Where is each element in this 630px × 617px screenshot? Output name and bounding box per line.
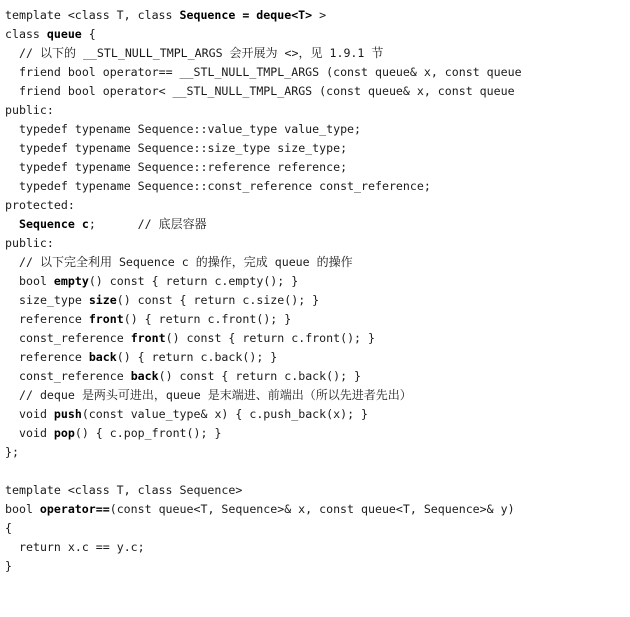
code-text: () { c.pop_front(); } <box>74 426 222 440</box>
code-text: }; <box>5 445 19 459</box>
code-line <box>5 63 627 82</box>
code-keyword: back <box>130 369 159 383</box>
code-line <box>5 500 627 519</box>
code-text: bool <box>5 502 40 516</box>
code-text: > <box>312 8 327 22</box>
code-line <box>5 538 627 557</box>
code-comment-cjk: 节 <box>371 46 384 60</box>
code-line <box>5 25 627 44</box>
code-text: __STL_NULL_TMPL_ARGS <box>75 46 230 60</box>
code-text: typedef typename Sequence::size_type size_type; <box>19 141 348 155</box>
code-comment-cjk: 会开展为 <box>229 46 278 60</box>
code-text: typedef typename Sequence::const_reference const_reference; <box>19 179 431 193</box>
code-line <box>5 272 627 291</box>
code-line <box>5 310 627 329</box>
code-text: queue <box>267 255 317 269</box>
code-text: protected: <box>5 198 75 212</box>
code-text: return x.c == y.c; <box>19 540 145 554</box>
code-line <box>5 234 627 253</box>
code-line <box>5 139 627 158</box>
code-line <box>5 329 627 348</box>
code-keyword: back <box>88 350 117 364</box>
code-text: // <box>19 255 40 269</box>
code-keyword: pop <box>53 426 75 440</box>
code-text: const_reference <box>19 369 131 383</box>
code-keyword: operator== <box>39 502 110 516</box>
code-text: typedef typename Sequence::value_type value_type; <box>19 122 362 136</box>
code-text: friend bool operator== __STL_NULL_TMPL_ARGS (const queue& x, const queue <box>19 65 522 79</box>
code-text: () const { return c.size(); } <box>116 293 320 307</box>
code-text: void <box>19 426 54 440</box>
code-comment-cjk: 是末端进、前端出（所以先进者先出） <box>207 388 412 402</box>
code-text: () { return c.back(); } <box>116 350 278 364</box>
code-text: // deque <box>19 388 82 402</box>
code-text: typedef typename Sequence::reference reference; <box>19 160 348 174</box>
code-line <box>5 253 627 272</box>
code-line <box>5 44 627 63</box>
code-text: () const { return c.back(); } <box>158 369 362 383</box>
code-line <box>5 291 627 310</box>
code-text: queue <box>165 388 208 402</box>
code-text: () const { return c.front(); } <box>165 331 375 345</box>
code-line <box>5 462 627 481</box>
code-keyword: Sequence = deque<T> <box>179 8 313 22</box>
code-line <box>5 424 627 443</box>
code-line <box>5 101 627 120</box>
code-text: class <box>5 27 47 41</box>
code-text: // <box>19 46 40 60</box>
code-keyword: front <box>130 331 166 345</box>
code-text: size_type <box>19 293 89 307</box>
code-comment-cjk: 的操作 <box>316 255 353 269</box>
code-text: reference <box>19 312 89 326</box>
code-text: <> <box>277 46 299 60</box>
code-line <box>5 348 627 367</box>
code-comment-cjk: 底层容器 <box>158 217 207 231</box>
code-line <box>5 215 627 234</box>
code-text: template <class T, class <box>5 8 180 22</box>
code-comment-cjk: 以下的 <box>39 46 76 60</box>
code-text: { <box>5 521 12 535</box>
code-text: () { return c.front(); } <box>123 312 292 326</box>
code-text: public: <box>5 103 54 117</box>
code-text: (const queue<T, Sequence>& x, const queue<T, Sequence>& y) <box>109 502 515 516</box>
code-line <box>5 120 627 139</box>
code-text: public: <box>5 236 54 250</box>
code-keyword: front <box>88 312 124 326</box>
code-text: { <box>81 27 96 41</box>
code-comment-cjk: 的操作，完成 <box>195 255 268 269</box>
code-text: ; // <box>88 217 159 231</box>
code-text: 1.9.1 <box>322 46 372 60</box>
code-line <box>5 557 627 576</box>
code-text: reference <box>19 350 89 364</box>
code-comment-cjk: 是两头可进出， <box>81 388 166 402</box>
code-text: template <class T, class Sequence> <box>5 483 243 497</box>
code-line <box>5 6 627 25</box>
code-comment-cjk: ，见 <box>298 46 323 60</box>
code-text: const_reference <box>19 331 131 345</box>
code-line <box>5 386 627 405</box>
code-text: } <box>5 559 12 573</box>
code-keyword: empty <box>53 274 89 288</box>
code-line <box>5 196 627 215</box>
code-line <box>5 443 627 462</box>
code-comment-cjk: 以下完全利用 <box>39 255 112 269</box>
code-listing <box>5 6 627 576</box>
code-text: friend bool operator< __STL_NULL_TMPL_ARGS (const queue& x, const queue <box>19 84 515 98</box>
code-line <box>5 82 627 101</box>
code-line <box>5 177 627 196</box>
code-text: void <box>19 407 54 421</box>
code-line <box>5 481 627 500</box>
code-text: () const { return c.empty(); } <box>88 274 299 288</box>
code-text: bool <box>19 274 54 288</box>
code-keyword: queue <box>46 27 82 41</box>
code-keyword: push <box>53 407 82 421</box>
code-keyword: Sequence c <box>19 217 89 231</box>
code-text: (const value_type& x) { c.push_back(x); } <box>81 407 369 421</box>
code-line <box>5 158 627 177</box>
code-keyword: size <box>88 293 117 307</box>
code-text: Sequence c <box>111 255 196 269</box>
code-line <box>5 367 627 386</box>
code-line <box>5 405 627 424</box>
code-line <box>5 519 627 538</box>
